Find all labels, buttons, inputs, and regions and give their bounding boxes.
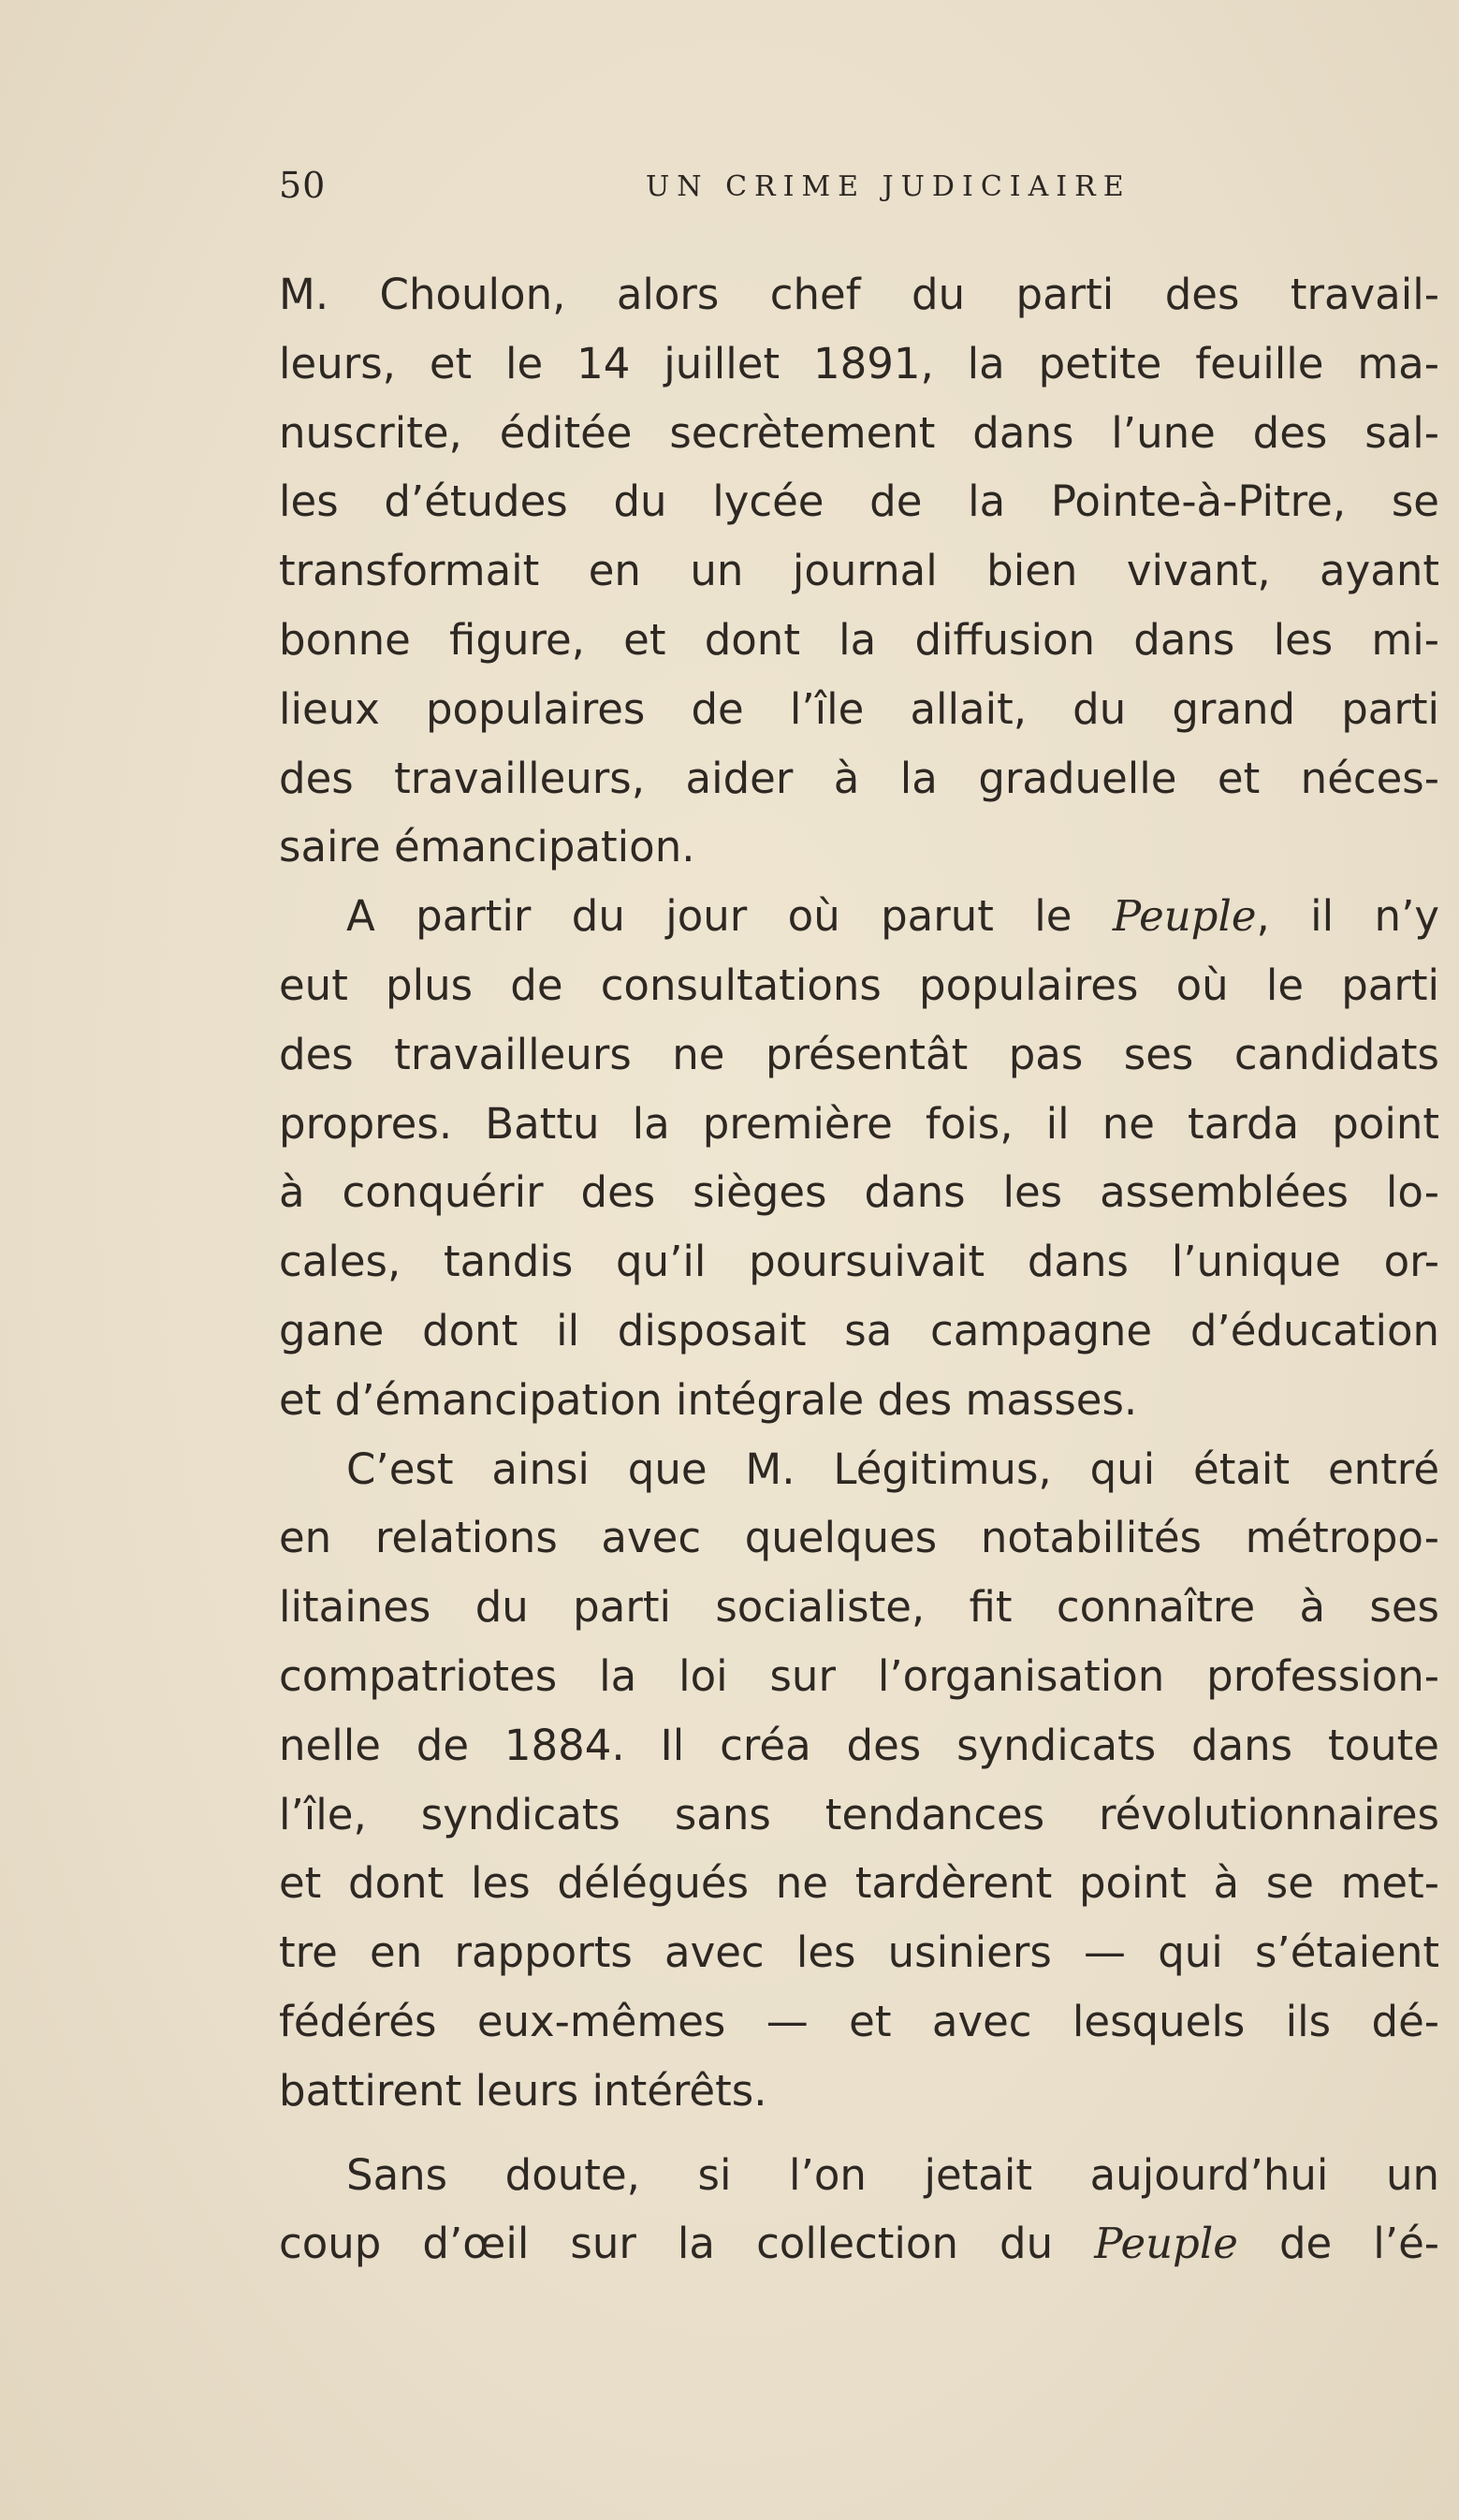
- text-fragment: A partir du jour où parut le: [346, 891, 1113, 942]
- paragraph-3: [279, 1435, 1439, 2126]
- text-fragment: coup d’œil sur la collection du: [279, 2219, 1095, 2269]
- body-text: [279, 260, 1439, 2278]
- page-header: [279, 165, 1439, 221]
- text-line: nuscrite, éditée secrètement dans l’une des sal-: [279, 407, 1439, 458]
- text-line: transformait en un journal bien vivant, ayant: [279, 546, 1439, 596]
- text-line: et dont les délégués ne tardèrent point à se met-: [279, 1858, 1439, 1909]
- paragraph-2: [279, 882, 1439, 1434]
- text-line: gane dont il disposait sa campagne d’éducation: [279, 1305, 1439, 1355]
- text-line: saire émancipation.: [279, 822, 695, 872]
- text-fragment: de l’é-: [1237, 2219, 1439, 2269]
- text-line: C’est ainsi que M. Légitimus, qui était entré: [346, 1443, 1439, 1494]
- paragraph-1: [279, 260, 1439, 882]
- page-number: 50: [279, 165, 327, 206]
- text-line: nelle de 1884. Il créa des syndicats dans toute: [279, 1720, 1439, 1770]
- text-line: des travailleurs, aider à la graduelle et néces-: [279, 753, 1439, 803]
- paragraph-4: [279, 2141, 1439, 2279]
- text-line: fédérés eux-mêmes — et avec lesquels ils dé-: [279, 1996, 1439, 2046]
- text-line: à conquérir des sièges dans les assemblées lo-: [279, 1167, 1439, 1218]
- text-line: leurs, et le 14 juillet 1891, la petite feuille ma-: [279, 338, 1439, 388]
- text-line: lieux populaires de l’île allait, du grand parti: [279, 683, 1439, 734]
- italic-title: Peuple: [1094, 2219, 1238, 2269]
- text-line: bonne figure, et dont la diffusion dans les mi-: [279, 614, 1439, 665]
- text-line: litaines du parti socialiste, fit connaître à ses: [279, 1582, 1439, 1633]
- text-line: cales, tandis qu’il poursuivait dans l’unique or-: [279, 1237, 1439, 1287]
- text-line: et d’émancipation intégrale des masses.: [279, 1374, 1138, 1425]
- text-line: les d’études du lycée de la Pointe-à-Pitre, se: [279, 476, 1439, 527]
- text-line: M. Choulon, alors chef du parti des travail-: [279, 270, 1439, 319]
- text-line: compatriotes la loi sur l’organisation profession-: [279, 1650, 1439, 1701]
- text-fragment: , il n’y: [1256, 891, 1440, 942]
- text-line: propres. Battu la première fois, il ne tarda point: [279, 1098, 1439, 1149]
- text-line: battirent leurs intérêts.: [279, 2065, 767, 2116]
- text-line: tre en rapports avec les usiniers — qui s’étaient: [279, 1927, 1439, 1978]
- text-line: eut plus de consultations populaires où le parti: [279, 960, 1439, 1010]
- text-line: [279, 2209, 1439, 2278]
- text-line: des travailleurs ne présentât pas ses candidats: [279, 1029, 1439, 1079]
- text-line: [279, 882, 1439, 951]
- text-line: Sans doute, si l’on jetait aujourd’hui un: [346, 2149, 1439, 2200]
- text-line: l’île, syndicats sans tendances révolutionnaires: [279, 1789, 1439, 1839]
- running-title: UN CRIME JUDICIAIRE: [646, 170, 1131, 203]
- italic-title: Peuple: [1112, 891, 1257, 942]
- text-line: en relations avec quelques notabilités métropo-: [279, 1513, 1439, 1563]
